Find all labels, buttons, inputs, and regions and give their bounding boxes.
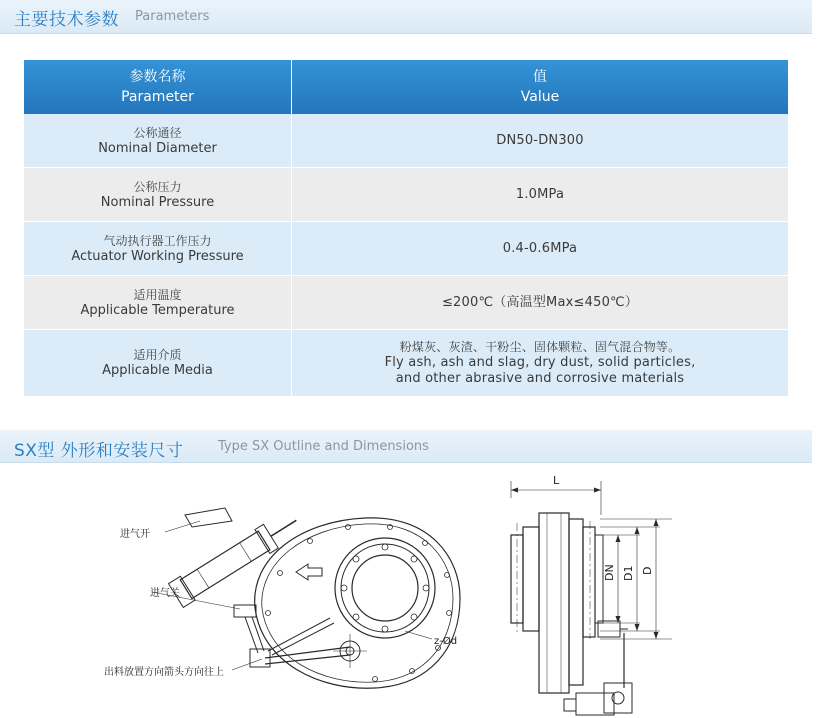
outline-drawing: [0, 463, 825, 718]
valve-front-view: [152, 508, 460, 688]
param-name-cn: 气动执行器工作压力: [103, 233, 212, 248]
parameters-table: [23, 60, 788, 397]
param-value-cell: 0.4-0.6MPa: [292, 222, 789, 276]
param-name-cell: [24, 276, 292, 330]
valve-side-view: [511, 481, 672, 715]
param-name-cn: 适用介质: [133, 348, 182, 362]
outline-title-cn: SX型 外形和安装尺寸: [14, 441, 184, 461]
param-value-cell: [292, 330, 789, 397]
callout-air-open: 进气开: [120, 529, 150, 540]
param-name-cn: 适用温度: [133, 287, 182, 302]
parameters-title-en: Parameters: [135, 9, 210, 24]
table-row: [24, 114, 789, 168]
dim-label-D1: D1: [622, 565, 635, 581]
callout-discharge-direction: 出料放置方向箭头方向往上: [104, 667, 224, 678]
parameter-column-header: [24, 60, 292, 114]
table-row: [24, 276, 789, 330]
table-row: [24, 168, 789, 222]
param-name-cell: [24, 222, 292, 276]
callout-bolt-holes: z-Ød: [434, 636, 458, 647]
parameter-header-cn: 参数名称: [129, 69, 186, 85]
table-row: [24, 330, 789, 397]
media-value-en-line1: Fly ash, ash and slag, dry dust, solid particles,: [384, 355, 696, 370]
drawing-callouts: [104, 527, 457, 678]
param-value-cell: DN50-DN300: [292, 114, 789, 168]
table-row: [24, 222, 789, 276]
parameters-section-header: [0, 0, 812, 34]
parameters-title-cn: 主要技术参数: [14, 10, 119, 30]
table-header-row: [24, 60, 789, 114]
param-name-en: Actuator Working Pressure: [71, 248, 244, 264]
outline-section-header: [0, 430, 812, 463]
param-value-cell: 1.0MPa: [292, 168, 789, 222]
outline-title-en: Type SX Outline and Dimensions: [218, 439, 429, 454]
dim-label-L: L: [553, 474, 560, 487]
param-name-en: Applicable Temperature: [80, 302, 235, 318]
dim-label-D: D: [641, 566, 654, 575]
param-name-en: Applicable Media: [102, 363, 213, 378]
param-name-cell: [24, 168, 292, 222]
param-name-cn: 公称压力: [133, 179, 182, 194]
param-name-en: Nominal Pressure: [100, 194, 215, 210]
dim-label-DN: DN: [603, 564, 616, 581]
value-header-en: Value: [520, 89, 560, 105]
param-name-en: Nominal Diameter: [98, 140, 217, 156]
value-column-header: [292, 60, 789, 114]
value-header-cn: 值: [533, 69, 547, 85]
param-name-cell: [24, 114, 292, 168]
callout-air-close: 进气关: [150, 588, 180, 599]
param-name-cn: 公称通径: [133, 125, 182, 140]
media-value-cn: 粉煤灰、灰渣、干粉尘、固体颗粒、固气混合物等。: [399, 340, 681, 354]
parameter-header-en: Parameter: [121, 89, 194, 105]
param-value-cell: ≤200℃（高温型Max≤450℃）: [292, 276, 789, 330]
media-value-en-line2: and other abrasive and corrosive materials: [395, 371, 685, 386]
param-name-cell: [24, 330, 292, 397]
